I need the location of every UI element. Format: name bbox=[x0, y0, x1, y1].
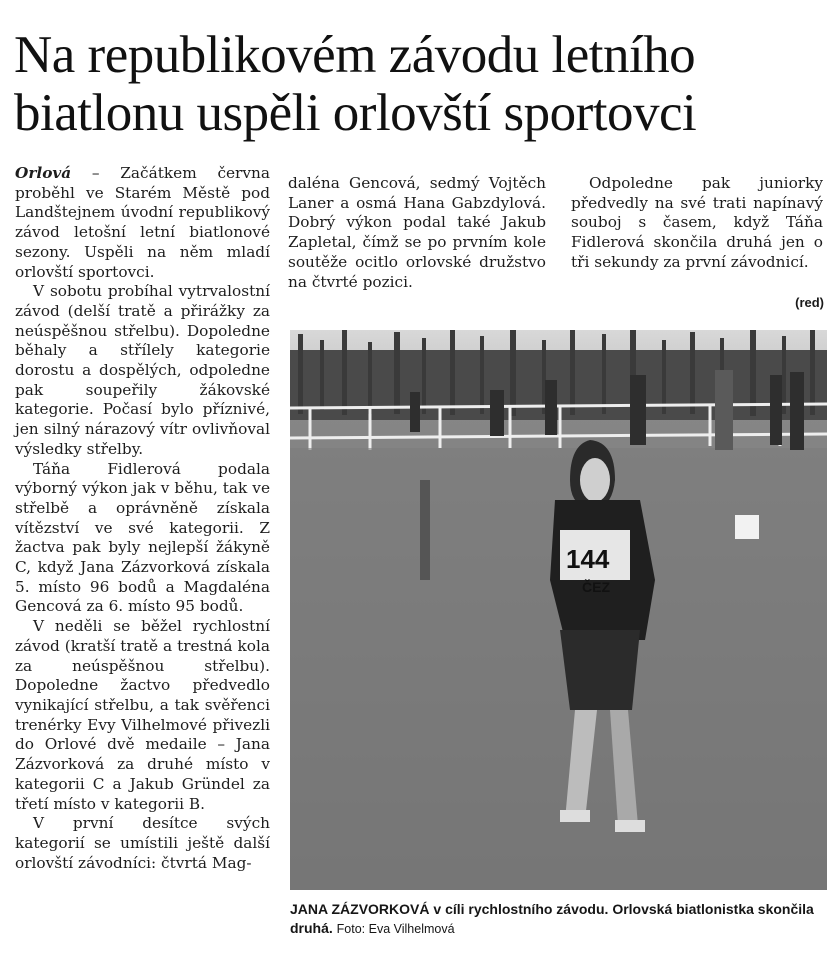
bib-sponsor: ČEZ bbox=[582, 579, 610, 595]
author-signature: (red) bbox=[795, 295, 824, 310]
article-paragraph: V sobotu probíhal vytrvalostní závod (delší tratě a přirážky za neúspěšnou střelbu). Dopoledne běhaly a střílely kategorie dorostu a dospělých, odpoledne pak soupeřily žákovské kategorie. Počasí bylo příznivé, jen silný nárazový vítr ovlivňoval výsledky střelby. bbox=[15, 282, 270, 458]
headline-line-2: biatlonu uspěli orlovští sportovci bbox=[14, 84, 697, 142]
target-sign bbox=[735, 515, 759, 539]
race-photo bbox=[290, 330, 827, 890]
article-column-1 bbox=[15, 164, 270, 873]
photo-illustration bbox=[290, 330, 827, 890]
photo-caption bbox=[290, 900, 830, 939]
article-paragraph: V neděli se běžel rychlostní závod (kratší tratě a trestná kola za neúspěšnou střelbu). Dopoledne žactvo předvedlo vynikající střelbu, a tak svěřenci trenérky Evy Vilhelmové přivezli do Orlové dvě medaile – Jana Zázvorková za druhé místo v kategorii C a Jakub Gründel za třetí místo v kategorii B. bbox=[15, 617, 270, 813]
article-paragraph: Táňa Fidlerová podala výborný výkon jak v běhu, tak ve střelbě a oprávněně získala vítězství ve své kategorii. Z žactva pak byly nejlepší žákyně C, když Jana Zázvorková získala 5. místo 96 bodů a Magdaléna Gencová za 6. místo 95 bodů. bbox=[15, 459, 270, 616]
article-paragraph: Orlová – Začátkem června proběhl ve Starém Městě pod Landštejnem úvodní republikový závod letošní letní biatlonové sezony. Uspěli na něm mladí orlovští sportovci. bbox=[15, 164, 270, 281]
article-column-2 bbox=[288, 174, 546, 292]
photo-credit: Foto: Eva Vilhelmová bbox=[336, 922, 455, 936]
headline bbox=[14, 26, 829, 142]
headline-line-1: Na republikovém závodu letního bbox=[14, 26, 696, 84]
caption-text: v cíli rychlostního závodu. Orlovská biatlonistka skončila druhá. bbox=[290, 901, 814, 936]
article-paragraph: daléna Gencová, sedmý Vojtěch Laner a osmá Hana Gabzdylová. Dobrý výkon podal také Jakub Zapletal, čímž se po prvním kole soutěže ocitlo orlovské družstvo na čtvrté pozici. bbox=[288, 174, 546, 291]
article-paragraph: V první desítce svých kategorií se umístili ještě další orlovští závodníci: čtvrtá Mag- bbox=[15, 814, 270, 872]
bib-number: 144 bbox=[566, 544, 610, 574]
article-paragraph: Odpoledne pak juniorky předvedly na své trati napínavý souboj s časem, když Táňa Fidlerová skončila druhá jen o tři sekundy za první závodnicí. bbox=[571, 174, 823, 271]
caption-name: JANA ZÁZVORKOVÁ bbox=[290, 901, 430, 917]
article-column-3 bbox=[571, 174, 823, 273]
dateline: Orlová bbox=[15, 164, 72, 182]
